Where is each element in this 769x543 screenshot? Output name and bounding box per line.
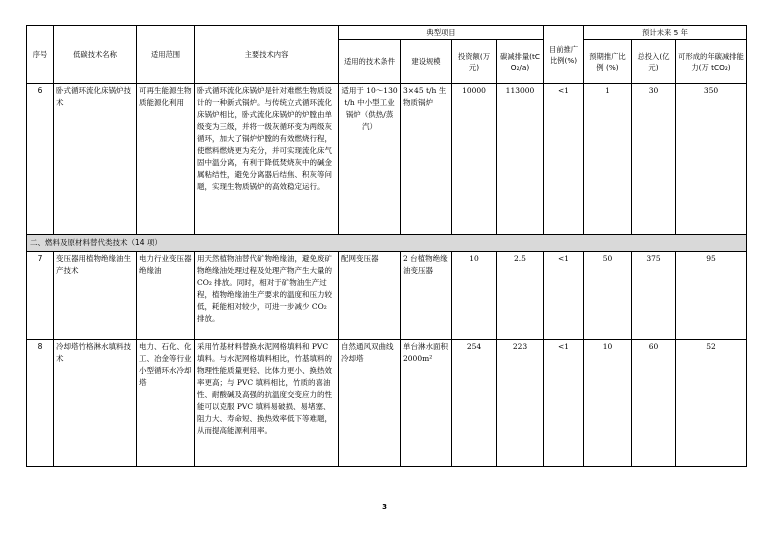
row-content: 用天然植物油替代矿物绝缘油，避免废矿物绝缘油处理过程及处理产物产生大量的 CO₂ 排放。同时，相对于矿物油生产过程，植物绝缘油生产要求的温度和压力较低，耗能相对较少，可进一步减少 CO₂ 排放。 [195,252,339,340]
row-current-ratio: <1 [544,252,584,340]
header-forecast: 预计未来 5 年 [584,26,747,40]
row-seq: 7 [27,252,54,340]
row-tech-name: 冷却塔竹格淋水填料技术 [54,340,137,467]
header-total-investment: 总投入(亿元) [632,40,676,84]
row-investment: 10 [452,252,497,340]
row-conditions: 自然通风双曲线冷却塔 [339,340,401,467]
row-investment: 254 [452,340,497,467]
table-row [27,252,747,340]
table-row [27,84,747,235]
header-reduction: 碳减排量(tCO₂/a) [497,40,544,84]
row-scope: 电力、石化、化工、冶金等行业小型循环水冷却塔 [137,340,195,467]
header-current-ratio: 目前推广比例(%) [544,26,584,84]
row-total-investment: 375 [632,252,676,340]
row-tech-name: 变压器用植物绝缘油生产技术 [54,252,137,340]
row-capacity: 52 [676,340,747,467]
row-tech-name: 卧式循环流化床锅炉技术 [54,84,137,235]
row-scope: 电力行业变压器绝缘油 [137,252,195,340]
header-seq: 序号 [27,26,54,84]
row-content: 采用竹基材料替换水泥网格填料和 PVC 填料。与水泥网格填料相比，竹基填料的物理性能质量更轻、比体力更小、换热效率更高；与 PVC 填料相比，竹质的喜油性、耐酸碱及高强的抗温度交变应力的性能可以克服 PVC 填料易破损、易堵塞、阻力大、寿命短、换热效率低下等难题，从而提高能源利用率。 [195,340,339,467]
section-header [27,235,747,252]
row-scope: 可再生能源生物质能源化利用 [137,84,195,235]
row-expected-ratio: 1 [584,84,632,235]
row-current-ratio: <1 [544,340,584,467]
row-content: 卧式循环流化床锅炉是针对难燃生物质设计的一种新式锅炉。与传统立式循环流化床锅炉相比，卧式流化床锅炉的炉膛由单级变为三级，并将一级灰循环变为两级灰循环，加大了锅炉炉膛的有效燃烧行程，使燃料燃烧更为充分，并可实现流化床气固中温分离，有利于降低焚烧灰中的碱金属粘结性，避免分离器后结焦、积灰等问题，实现生物质锅炉的高效稳定运行。 [195,84,339,235]
header-scale: 建设规模 [401,40,452,84]
row-total-investment: 60 [632,340,676,467]
row-expected-ratio: 10 [584,340,632,467]
row-current-ratio: <1 [544,84,584,235]
technology-table [26,25,747,467]
page-number: 3 [382,503,387,511]
row-reduction: 113000 [497,84,544,235]
header-capacity: 可形成的年碳减排能力(万 tCO₂) [676,40,747,84]
header-typical-project: 典型项目 [339,26,544,40]
header-investment: 投资额(万元) [452,40,497,84]
row-scale: 3×45 t/h 生物质锅炉 [401,84,452,235]
row-expected-ratio: 50 [584,252,632,340]
row-scale: 单台淋水面积 2000m² [401,340,452,467]
row-capacity: 95 [676,252,747,340]
row-investment: 10000 [452,84,497,235]
header-scope: 适用范围 [137,26,195,84]
header-conditions: 适用的技术条件 [339,40,401,84]
row-total-investment: 30 [632,84,676,235]
row-reduction: 223 [497,340,544,467]
row-conditions: 配网变压器 [339,252,401,340]
row-seq: 8 [27,340,54,467]
header-expected-ratio: 预期推广比例 (%) [584,40,632,84]
section-title: 二、燃料及原材料替代类技术（14 项） [27,235,747,252]
table-row [27,340,747,467]
row-capacity: 350 [676,84,747,235]
header-content: 主要技术内容 [195,26,339,84]
row-scale: 2 台植物绝缘油变压器 [401,252,452,340]
row-reduction: 2.5 [497,252,544,340]
header-tech-name: 低碳技术名称 [54,26,137,84]
row-conditions: 适用于 10～130t/h 中小型工业锅炉（供热/蒸汽） [339,84,401,235]
row-seq: 6 [27,84,54,235]
